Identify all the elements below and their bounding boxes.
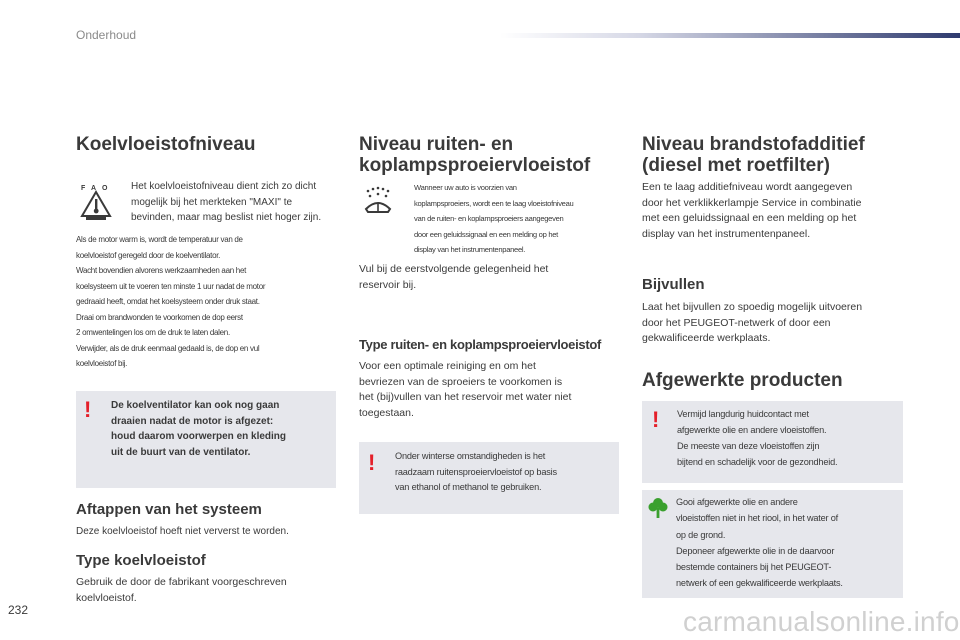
- used-products-eco-box: [642, 490, 903, 598]
- warning-exclamation-icon: !: [84, 397, 92, 422]
- washer-fill-text: Vul bij de eerstvolgende gelegenheid het reservoir bij.: [359, 263, 549, 291]
- coolant-temperature-icon: [80, 182, 112, 220]
- used-products-eco-text: Gooi afgewerkte olie en andere vloeistoffen niet in het riool, in het water of op de grond. Deponeer afgewerkte olie in de daarvoor bestemde containers bij het PEUGEOT- netwerk of een gekwalificeerde werkplaats.: [676, 497, 843, 589]
- used-products-warning-text: Vermijd langdurig huidcontact met afgewerkte olie en andere vloeistoffen. De meeste van deze vloeistoffen zijn bijtend en schadelijk voor de gezondheid.: [677, 409, 838, 467]
- page-number: 232: [8, 603, 29, 617]
- coolant-fan-warning-box: [76, 391, 336, 488]
- warning-exclamation-icon: !: [652, 407, 660, 432]
- used-products-title: Afgewerkte producten: [642, 370, 843, 391]
- washer-type-title: Type ruiten- en koplampsproeiervloeistof: [359, 337, 602, 352]
- coolant-title: Koelvloeistofniveau: [76, 134, 256, 155]
- refill-title: Bijvullen: [642, 276, 705, 293]
- svg-text:A: A: [91, 185, 97, 192]
- washer-title: Niveau ruiten- en koplampsproeiervloeistof: [359, 134, 591, 176]
- coolant-type-title: Type koelvloeistof: [76, 552, 206, 569]
- coolant-fan-warning-text: De koelventilator kan ook nog gaan draaien nadat de motor is afgezet: houd daarom voorwerpen en kleding uit de buurt van de ventilator.: [111, 400, 287, 458]
- washer-winter-warning-box: [359, 442, 619, 514]
- drain-title: Aftappen van het systeem: [76, 501, 262, 518]
- washer-type-text: Voor een optimale reiniging en om het bevriezen van de sproeiers te voorkomen is het (bij)vullen van het reservoir met water niet toegestaan.: [359, 360, 572, 419]
- header-bar: [500, 33, 960, 38]
- eco-tree-icon: [648, 497, 668, 519]
- svg-text:F: F: [81, 185, 86, 192]
- washer-winter-warning-text: Onder winterse omstandigheden is het raadzaam ruitensproeiervloeistof op basis van ethanol of methanol te gebruiken.: [395, 451, 557, 492]
- warning-exclamation-icon: !: [368, 450, 376, 475]
- coolant-body: Als de motor warm is, wordt de temperatuur van de koelvloeistof geregeld door de koelventilator. Wacht bovendien alvorens werkzaamheden aan het koelsysteem uit te voeren ten minste 1 uur nadat de motor gedraaid heeft, omdat het koelsysteem onder druk staat. Draai om brandwonden te voorkomen de dop eerst 2 omwentelingen los om de druk te laten dalen. Verwijder, als de druk eenmaal gedaald is, de dop en vul koelvloeistof bij.: [76, 235, 266, 368]
- coolant-type-text: Gebruik de door de fabrikant voorgeschreven koelvloeistof.: [76, 576, 287, 604]
- additive-body: Een te laag additiefniveau wordt aangegeven door het verklikkerlampje Service in combinatie met een geluidssignaal en een melding op het display van het instrumentenpaneel.: [642, 181, 862, 240]
- used-products-warning-box: [642, 401, 903, 483]
- additive-title: Niveau brandstofadditief (diesel met roetfilter): [642, 134, 865, 176]
- coolant-intro: Het koelvloeistofniveau dient zich zo dicht mogelijk bij het merkteken "MAXI" te bevinden, maar mag beslist niet hoger zijn.: [131, 181, 322, 223]
- washer-intro: Wanneer uw auto is voorzien van koplampsproeiers, wordt een te laag vloeistofniveau van de ruiten- en koplampsproeiers aangegeven door een geluidssignaal en een melding op het display van het instrumentenpaneel.: [414, 183, 574, 254]
- drain-text: Deze koelvloeistof hoeft niet ververst te worden.: [76, 526, 289, 537]
- watermark: carmanualsonline.info: [683, 606, 960, 637]
- refill-text: Laat het bijvullen zo spoedig mogelijk uitvoeren door het PEUGEOT-netwerk of door een gekwalificeerde werkplaats.: [642, 301, 863, 344]
- svg-text:O: O: [102, 185, 108, 192]
- section-label: Onderhoud: [76, 28, 137, 42]
- washer-fluid-icon: [362, 185, 394, 217]
